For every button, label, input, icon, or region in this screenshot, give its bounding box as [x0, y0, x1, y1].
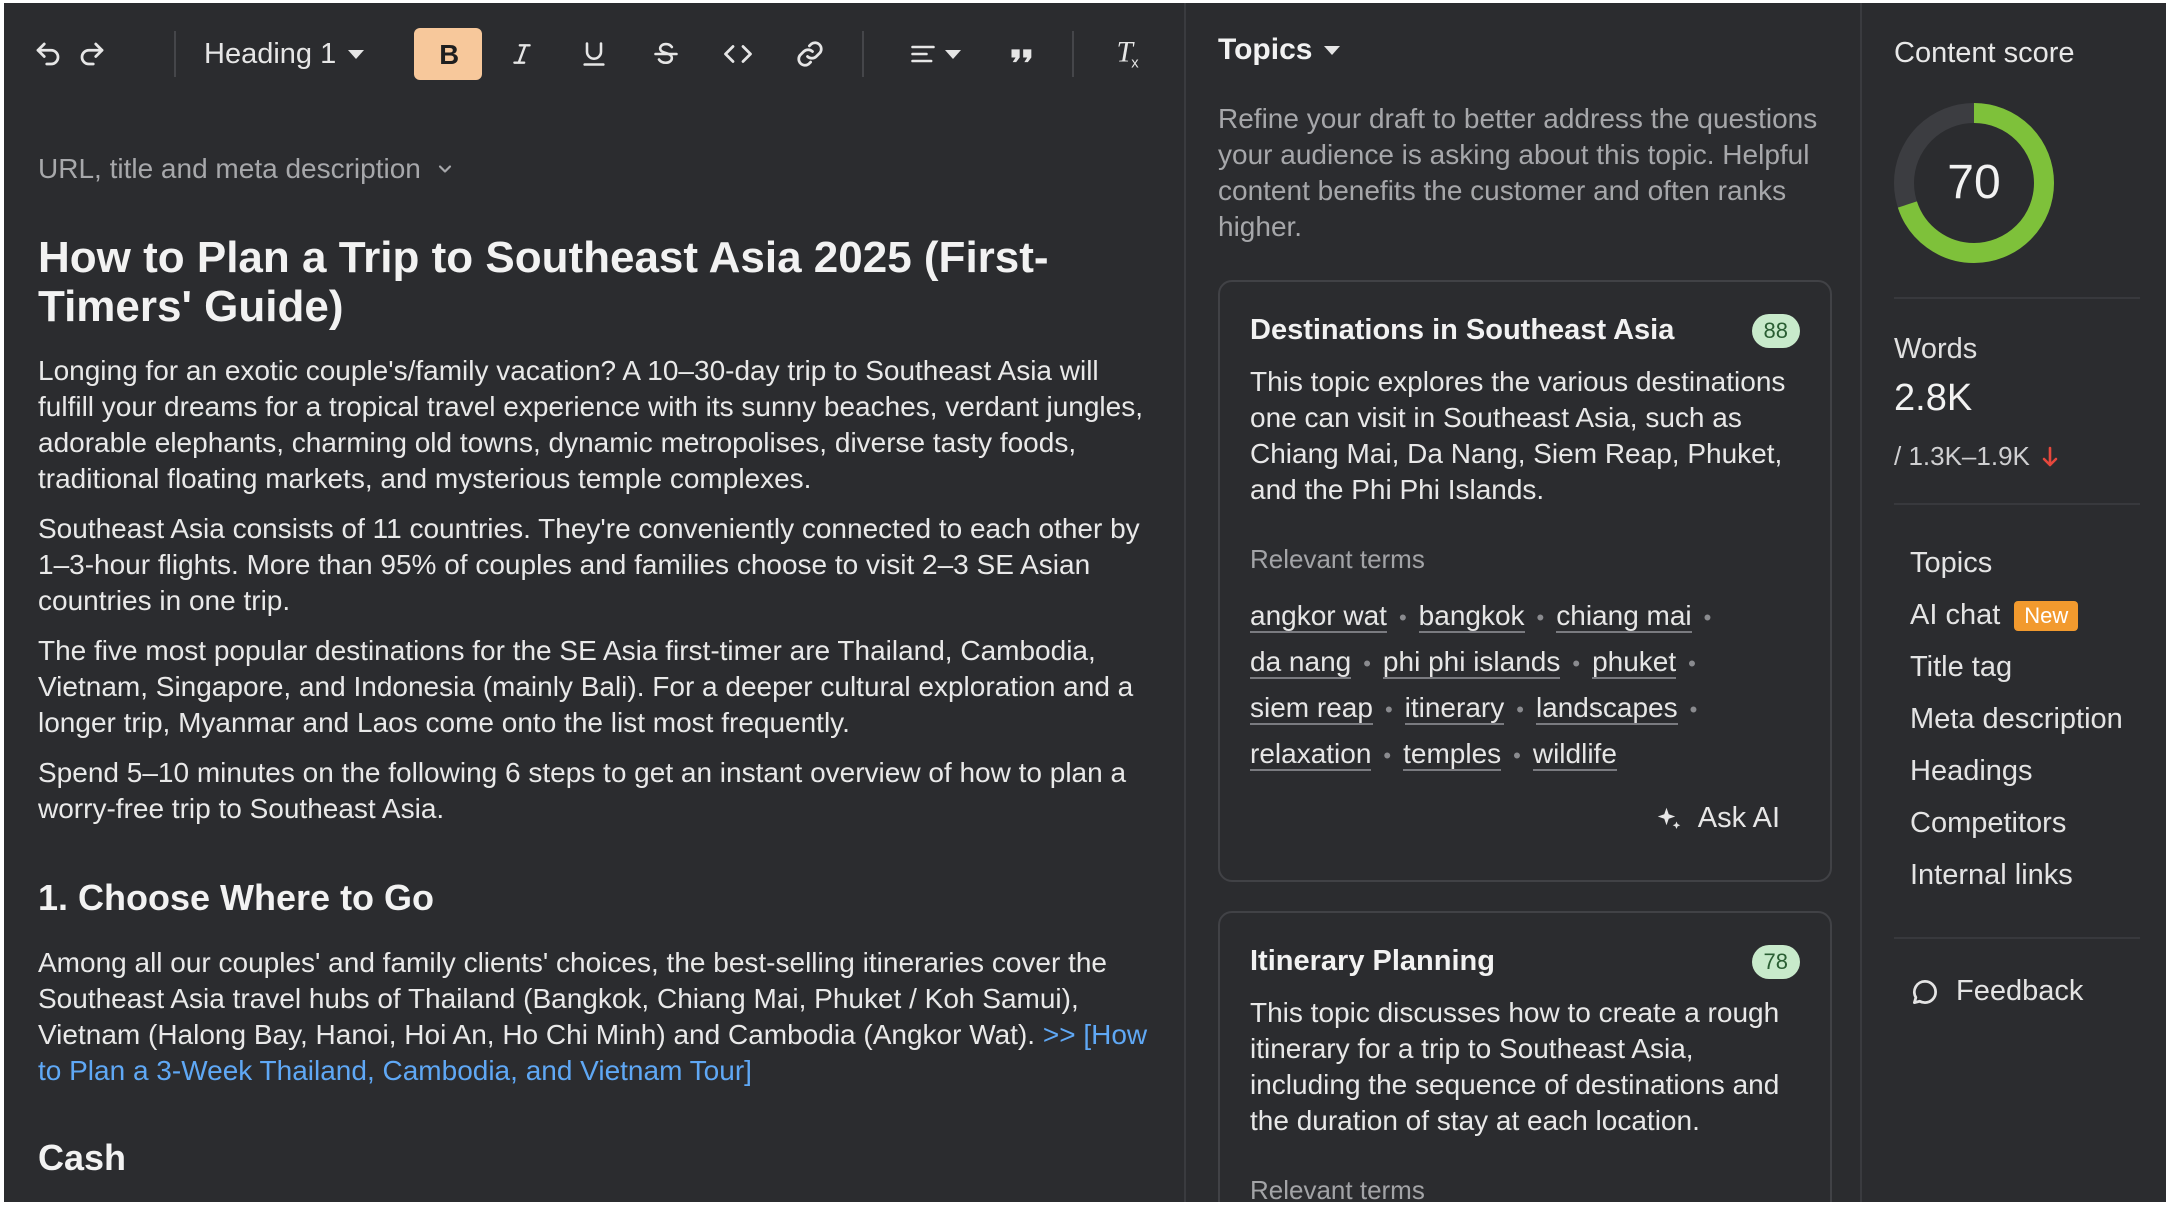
underline-button[interactable] [570, 28, 618, 80]
topic-card [1218, 280, 1832, 882]
inline-link[interactable]: >> [How to Plan a 3-Week Thailand, Cambodia, and Vietnam Tour] [38, 1019, 1148, 1086]
svg-text:B: B [439, 39, 460, 69]
relevant-terms-label: Relevant terms [1250, 544, 1425, 574]
separator-dot: • [1703, 605, 1712, 630]
term-chip[interactable]: da nang [1250, 646, 1352, 677]
feedback-button[interactable] [1910, 975, 2083, 1008]
topic-card-description: This topic discusses how to create a rough itinerary for a trip to Southeast Asia, including the sequence of destinations and the duration of stay at each location. [1250, 997, 1780, 1136]
term-chip[interactable]: relaxation [1250, 738, 1372, 769]
toolbar-divider [174, 31, 176, 77]
score-sidebar [1862, 3, 2166, 1202]
nav-item-internal-links[interactable]: Internal links [1910, 859, 2073, 891]
toolbar-divider [1072, 31, 1074, 77]
relevant-terms-list [1250, 594, 1810, 778]
paragraph[interactable]: Southeast Asia consists of 11 countries. They're conveniently connected to each other by 1–3-hour flights. More than 95% of couples and families choose to visit 2–3 SE Asian countries in one trip. [38, 513, 1140, 616]
separator-dot: • [1398, 605, 1407, 630]
topics-dropdown-label: Topics [1218, 33, 1313, 66]
section-heading[interactable]: Cash [38, 1137, 127, 1178]
nav-item-title-tag[interactable]: Title tag [1910, 651, 2013, 683]
nav-item-topics[interactable]: Topics [1910, 547, 1993, 579]
underline-icon [580, 39, 608, 69]
paragraph[interactable]: The five most popular destinations for the SE Asia first-timer are Thailand, Cambodia, Vietnam, Singapore, and Indonesia (mainly Bali). For a deeper cultural exploration and a longer trip, Myanmar and Laos come onto the list most frequently. [38, 635, 1134, 738]
topics-panel [1186, 3, 1860, 1202]
divider [1894, 503, 2140, 505]
separator-dot: • [1363, 651, 1371, 676]
separator-dot: • [1536, 605, 1545, 630]
document-body[interactable] [38, 233, 1158, 1202]
svg-text:T: T [1116, 38, 1133, 69]
term-chip[interactable]: phuket [1592, 646, 1677, 677]
bold-icon [435, 39, 461, 69]
redo-button[interactable] [72, 28, 112, 80]
words-target-range [1894, 441, 2060, 472]
align-left-icon [909, 39, 937, 69]
formatting-toolbar [4, 3, 1184, 103]
nav-item-headings[interactable]: Headings [1910, 755, 2033, 787]
new-badge: New [2014, 601, 2078, 631]
separator-dot: • [1383, 743, 1392, 768]
undo-icon [33, 39, 63, 69]
nav-item-label: AI chat [1910, 599, 2001, 631]
ask-ai-label: Ask AI [1697, 802, 1780, 834]
term-chip[interactable]: landscapes [1535, 692, 1678, 723]
words-label: Words [1894, 333, 1978, 365]
topic-card-title: Destinations in Southeast Asia [1250, 314, 1675, 346]
arrow-down-icon [2040, 446, 2060, 468]
clear-format-icon [1114, 38, 1146, 70]
undo-button[interactable] [28, 28, 68, 80]
section-heading[interactable]: 1. Choose Where to Go [38, 877, 435, 918]
redo-icon [77, 39, 107, 69]
term-chip[interactable]: chiang mai [1556, 600, 1692, 631]
nav-item-ai-chat[interactable] [1910, 599, 2078, 632]
code-button[interactable] [714, 28, 762, 80]
content-score-label: Content score [1894, 37, 2075, 69]
caret-down-icon [1324, 46, 1340, 55]
content-score-value: 70 [1947, 156, 2001, 209]
meta-toggle-label: URL, title and meta description [38, 153, 421, 184]
sparkle-icon [1654, 804, 1684, 834]
words-value: 2.8K [1894, 377, 1973, 419]
separator-dot: • [1384, 697, 1393, 722]
divider [1894, 937, 2140, 939]
code-icon [723, 39, 753, 69]
relevant-terms-label: Relevant terms [1250, 1175, 1425, 1202]
topics-description: Refine your draft to better address the questions your audience is asking about this topic. Helpful content benefits the customer and often ranks higher. [1218, 103, 1818, 242]
separator-dot: • [1572, 651, 1581, 676]
term-chip[interactable]: siem reap [1250, 692, 1373, 723]
topic-score-badge: 88 [1752, 314, 1800, 348]
term-chip[interactable]: temples [1403, 738, 1502, 769]
topic-card-description: This topic explores the various destinations one can visit in Southeast Asia, such as Chiang Mai, Da Nang, Siem Reap, Phuket, and the Phi Phi Islands. [1250, 366, 1786, 505]
paragraph[interactable]: Longing for an exotic couple's/family vacation? A 10–30-day trip to Southeast Asia will fulfill your dreams for a tropical travel experience with its sunny beaches, verdant jungles, adorable elephants, charming old towns, dynamic metropolises, diverse tasty foods, traditional floating markets, and mysterious temple complexes. [38, 355, 1143, 494]
link-button[interactable] [786, 28, 834, 80]
chevron-down-icon [435, 159, 455, 179]
strikethrough-icon [652, 39, 680, 69]
toolbar-divider [862, 31, 864, 77]
strikethrough-button[interactable] [642, 28, 690, 80]
link-icon [795, 39, 825, 69]
caret-down-icon [348, 50, 364, 59]
heading-select[interactable] [204, 28, 374, 80]
quote-button[interactable] [998, 28, 1046, 80]
url-title-meta-toggle[interactable] [38, 153, 455, 185]
caret-down-icon [945, 50, 961, 59]
term-chip[interactable]: phi phi islands [1382, 646, 1561, 677]
bold-button[interactable] [414, 28, 482, 80]
separator-dot: • [1689, 697, 1698, 722]
term-chip[interactable]: itinerary [1404, 692, 1505, 723]
topics-dropdown[interactable] [1218, 33, 1340, 67]
align-dropdown[interactable] [900, 28, 970, 80]
nav-item-meta-description[interactable]: Meta description [1910, 703, 2123, 735]
topic-card-title: Itinerary Planning [1250, 945, 1495, 977]
divider [1894, 297, 2140, 299]
term-chip[interactable]: angkor wat [1250, 600, 1387, 631]
italic-button[interactable] [498, 28, 546, 80]
term-chip[interactable]: wildlife [1532, 738, 1617, 769]
nav-item-competitors[interactable]: Competitors [1910, 807, 2067, 839]
italic-icon [509, 39, 535, 69]
clear-format-button[interactable] [1106, 28, 1154, 80]
paragraph-text: Among all our couples' and family clients' choices, the best-selling itineraries cover the Southeast Asia travel hubs of Thailand (Bangkok, Chiang Mai, Phuket / Koh Samui), Vietnam (Halong Bay, Hanoi, Hoi An, Ho Chi Minh) and Cambodia (Angkor Wat). [38, 947, 1107, 1050]
words-range-text: / 1.3K–1.9K [1894, 441, 2030, 471]
comment-icon [1910, 977, 1940, 1007]
term-chip[interactable]: bangkok [1418, 600, 1525, 631]
paragraph[interactable]: Spend 5–10 minutes on the following 6 steps to get an instant overview of how to plan a worry-free trip to Southeast Asia. [38, 757, 1127, 824]
separator-dot: • [1688, 651, 1696, 676]
document-title[interactable]: How to Plan a Trip to Southeast Asia 2025 (First-Timers' Guide) [38, 233, 1049, 331]
topic-card [1218, 911, 1832, 1202]
heading-select-label: Heading 1 [204, 37, 337, 70]
separator-dot: • [1513, 743, 1521, 768]
quote-icon [1008, 40, 1036, 68]
paragraph[interactable] [38, 945, 1158, 1089]
svg-text:x: x [1131, 55, 1139, 70]
editor-pane [4, 3, 1184, 1202]
topic-score-badge: 78 [1752, 945, 1800, 979]
ask-ai-button[interactable] [1654, 802, 1780, 835]
separator-dot: • [1516, 697, 1524, 722]
content-score-gauge [1892, 101, 2056, 265]
feedback-label: Feedback [1956, 975, 2084, 1007]
app-window [4, 3, 2166, 1202]
